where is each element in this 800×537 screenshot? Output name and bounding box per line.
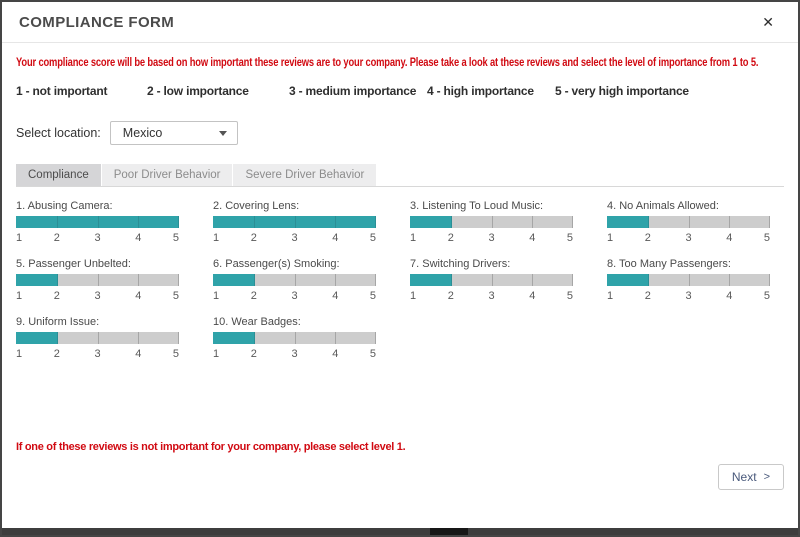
slider-tick-mark (98, 332, 99, 344)
slider-tick-mark (57, 216, 58, 228)
slider-scale-numbers (213, 231, 376, 245)
slider-tick-mark (178, 274, 179, 286)
tick-label-4: 4 (332, 232, 339, 244)
slider-tick-mark (572, 216, 573, 228)
slider-scale-numbers (213, 347, 376, 361)
scale-label-4: 4 - high importance (427, 84, 534, 98)
slider-scale-numbers (213, 289, 376, 303)
slider-tick-mark (532, 274, 533, 286)
tab-poor-driver-behavior[interactable]: Poor Driver Behavior (102, 164, 233, 186)
slider-label: 7. Switching Drivers: (410, 258, 511, 270)
scale-label-1: 1 - not important (16, 84, 108, 98)
tick-label-1: 1 (16, 232, 23, 244)
tick-label-3: 3 (94, 232, 101, 244)
slider-fill (16, 332, 57, 344)
location-row (16, 121, 784, 145)
location-select[interactable] (110, 121, 238, 145)
tick-label-4: 4 (529, 232, 536, 244)
slider-fill (16, 274, 57, 286)
slider-tick-mark (295, 216, 296, 228)
tick-label-4: 4 (726, 232, 733, 244)
slider-label: 8. Too Many Passengers: (607, 258, 731, 270)
slider-scale-numbers (16, 289, 179, 303)
slider-track[interactable] (16, 216, 179, 228)
tick-label-5: 5 (763, 232, 770, 244)
slider-fill (410, 216, 451, 228)
slider-scale-numbers (607, 289, 770, 303)
tick-label-1: 1 (213, 232, 220, 244)
slider-track[interactable] (213, 332, 376, 344)
slider-tick-mark (138, 216, 139, 228)
sliders-grid (16, 200, 784, 361)
dialog-header (2, 2, 798, 43)
tick-label-1: 1 (16, 290, 23, 302)
slider-scale-numbers (16, 231, 179, 245)
next-button-label: Next (731, 470, 757, 484)
slider-tick-mark (648, 274, 649, 286)
slider-tick-mark (492, 274, 493, 286)
importance-slider (16, 316, 179, 361)
slider-tick-mark (729, 216, 730, 228)
importance-slider (213, 258, 376, 303)
slider-track[interactable] (16, 274, 179, 286)
slider-scale-numbers (410, 289, 573, 303)
chevron-down-icon (219, 131, 227, 136)
tick-label-2: 2 (250, 232, 257, 244)
slider-tick-mark (335, 274, 336, 286)
close-icon[interactable]: ✕ (762, 14, 774, 30)
slider-tick-mark (532, 216, 533, 228)
tick-label-3: 3 (685, 290, 692, 302)
tick-label-3: 3 (488, 290, 495, 302)
slider-tick-mark (689, 216, 690, 228)
slider-tick-mark (769, 216, 770, 228)
tick-label-1: 1 (16, 348, 23, 360)
tick-label-5: 5 (369, 232, 376, 244)
tick-label-3: 3 (291, 232, 298, 244)
tick-label-2: 2 (53, 232, 60, 244)
tick-label-4: 4 (529, 290, 536, 302)
slider-label: 6. Passenger(s) Smoking: (213, 258, 340, 270)
tick-label-2: 2 (250, 290, 257, 302)
dialog-body (2, 55, 798, 453)
dialog-title: COMPLIANCE FORM (19, 13, 175, 31)
tick-label-4: 4 (135, 348, 142, 360)
scale-label-3: 3 - medium importance (289, 84, 417, 98)
importance-slider (213, 200, 376, 245)
slider-track[interactable] (410, 216, 573, 228)
tick-label-2: 2 (644, 232, 651, 244)
slider-label: 1. Abusing Camera: (16, 200, 113, 212)
slider-label: 3. Listening To Loud Music: (410, 200, 544, 212)
slider-label: 9. Uniform Issue: (16, 316, 100, 328)
slider-tick-mark (335, 332, 336, 344)
slider-tick-mark (295, 274, 296, 286)
footer-note: If one of these reviews is not important for your company, please select level 1. (16, 441, 406, 453)
slider-track[interactable] (213, 274, 376, 286)
slider-track[interactable] (607, 274, 770, 286)
chevron-right-icon: > (763, 471, 770, 483)
slider-label: 4. No Animals Allowed: (607, 200, 719, 212)
slider-tick-mark (492, 216, 493, 228)
slider-scale-numbers (607, 231, 770, 245)
scale-label-5: 5 - very high importance (555, 84, 689, 98)
tick-label-2: 2 (644, 290, 651, 302)
slider-tick-mark (98, 216, 99, 228)
intro-instructions: Your compliance score will be based on how important these reviews are to your company. Please take a look at these reviews and select the level of importance from 1 to 5. (16, 55, 759, 69)
scale-label-2: 2 - low importance (147, 84, 249, 98)
importance-slider (16, 258, 179, 303)
slider-tick-mark (57, 274, 58, 286)
location-selected-value: Mexico (122, 126, 163, 140)
tab-severe-driver-behavior[interactable]: Severe Driver Behavior (233, 164, 376, 186)
slider-tick-mark (57, 332, 58, 344)
tick-label-1: 1 (607, 232, 614, 244)
tick-label-1: 1 (410, 232, 417, 244)
slider-tick-mark (375, 332, 376, 344)
tick-label-5: 5 (172, 348, 179, 360)
tick-label-4: 4 (135, 232, 142, 244)
slider-tick-mark (138, 332, 139, 344)
tab-compliance[interactable]: Compliance (16, 164, 101, 186)
slider-tick-mark (375, 216, 376, 228)
tick-label-2: 2 (53, 290, 60, 302)
slider-tick-mark (178, 332, 179, 344)
tick-label-1: 1 (213, 348, 220, 360)
slider-tick-mark (451, 216, 452, 228)
tick-label-4: 4 (332, 290, 339, 302)
slider-label: 2. Covering Lens: (213, 200, 300, 212)
tick-label-2: 2 (250, 348, 257, 360)
importance-slider (607, 200, 770, 245)
slider-tick-mark (451, 274, 452, 286)
slider-tick-mark (335, 216, 336, 228)
tick-label-4: 4 (332, 348, 339, 360)
importance-slider (213, 316, 376, 361)
tick-label-5: 5 (369, 290, 376, 302)
tick-label-3: 3 (94, 290, 101, 302)
slider-tick-mark (178, 216, 179, 228)
slider-fill (607, 274, 648, 286)
footer-actions (2, 464, 798, 490)
tick-label-5: 5 (369, 348, 376, 360)
tick-label-3: 3 (488, 232, 495, 244)
slider-tick-mark (572, 274, 573, 286)
tick-label-1: 1 (607, 290, 614, 302)
tick-label-1: 1 (410, 290, 417, 302)
tick-label-3: 3 (685, 232, 692, 244)
tick-label-5: 5 (763, 290, 770, 302)
slider-tick-mark (295, 332, 296, 344)
importance-slider (410, 200, 573, 245)
slider-track[interactable] (16, 332, 179, 344)
tick-label-5: 5 (566, 290, 573, 302)
slider-fill (213, 274, 254, 286)
slider-fill (213, 332, 254, 344)
tick-label-3: 3 (94, 348, 101, 360)
next-button[interactable] (718, 464, 784, 490)
tab-bar (16, 164, 784, 187)
slider-tick-mark (254, 332, 255, 344)
slider-fill (607, 216, 648, 228)
slider-scale-numbers (16, 347, 179, 361)
slider-tick-mark (689, 274, 690, 286)
tick-label-2: 2 (447, 290, 454, 302)
tick-label-1: 1 (213, 290, 220, 302)
tick-label-4: 4 (135, 290, 142, 302)
importance-slider (410, 258, 573, 303)
location-label: Select location: (16, 126, 101, 140)
slider-track[interactable] (410, 274, 573, 286)
slider-tick-mark (769, 274, 770, 286)
tick-label-5: 5 (172, 290, 179, 302)
slider-tick-mark (648, 216, 649, 228)
slider-scale-numbers (410, 231, 573, 245)
importance-scale-legend (16, 84, 784, 98)
slider-tick-mark (375, 274, 376, 286)
tick-label-2: 2 (53, 348, 60, 360)
page-bottom-edge (2, 528, 798, 535)
slider-fill (410, 274, 451, 286)
slider-tick-mark (254, 216, 255, 228)
tick-label-5: 5 (566, 232, 573, 244)
slider-tick-mark (138, 274, 139, 286)
tick-label-2: 2 (447, 232, 454, 244)
tick-label-4: 4 (726, 290, 733, 302)
slider-tick-mark (98, 274, 99, 286)
tick-label-5: 5 (172, 232, 179, 244)
slider-track[interactable] (213, 216, 376, 228)
tick-label-3: 3 (291, 348, 298, 360)
slider-track[interactable] (607, 216, 770, 228)
slider-tick-mark (254, 274, 255, 286)
page-bottom-notch (430, 528, 468, 535)
slider-label: 5. Passenger Unbelted: (16, 258, 131, 270)
importance-slider (607, 258, 770, 303)
slider-label: 10. Wear Badges: (213, 316, 301, 328)
slider-tick-mark (729, 274, 730, 286)
importance-slider (16, 200, 179, 245)
tick-label-3: 3 (291, 290, 298, 302)
